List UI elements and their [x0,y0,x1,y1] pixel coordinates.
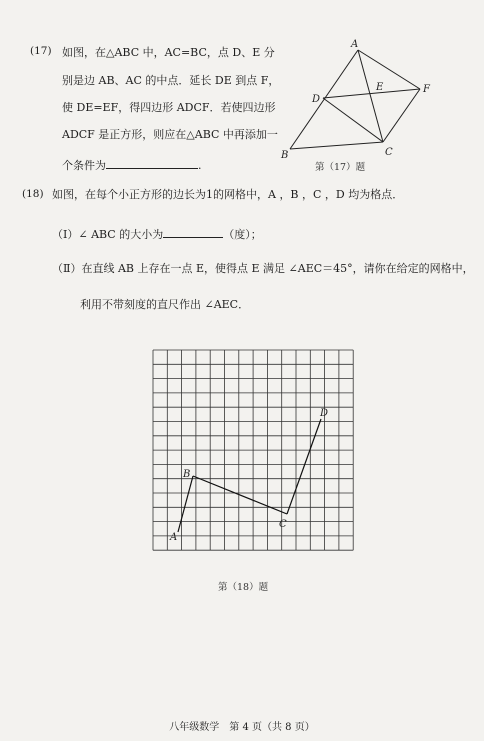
q18-segment-cd [287,419,321,514]
q18-part1-marker: （Ⅰ） [52,228,79,241]
q17-label-b: B [281,150,289,161]
q17-segment-df [323,89,420,98]
q18-label-c: C [279,519,287,530]
q18-intro: 如图，在每个小正方形的边长为1的网格中，A ，B ，C ，D 均为格点． [52,188,404,201]
q18-label-a: A [170,532,178,543]
q17-figure [275,34,445,174]
q18-segment-ab [178,476,193,532]
q17-line-2: 别是边 AB、AC 的中点．延长 DE 到点 F， [62,74,280,87]
q18-segment-bc [193,476,287,514]
q17-line-1: 如图，在△ABC 中，AC=BC，点 D、E 分 [62,46,275,59]
q17-line-3: 使 DE=EF，得四边形 ADCF．若使四边形 [62,101,276,114]
q17-label-a: A [351,39,359,50]
q18-part1-text: ∠ ABC 的大小为 [78,228,164,241]
q17-answer-blank[interactable] [106,157,198,169]
q18-figure-caption: 第（18）题 [218,582,269,593]
q18-part1-unit: （度）； [223,228,262,241]
q17-last-line-end: . [198,159,202,172]
q18-part2-line-2: 利用不带刻度的直尺作出 ∠AEC． [80,298,250,311]
q17-segment-fc [383,89,420,142]
q17-segment-ab [290,50,358,149]
q17-label-e: E [376,82,384,93]
q17-number: (17) [30,45,52,57]
q18-number: (18) [22,188,44,200]
q17-last-line: 个条件为 [62,159,106,172]
q17-figure-caption: 第（17）题 [315,162,366,173]
q18-label-b: B [183,469,191,480]
q17-line-5 [62,157,202,173]
page-footer: 八年级数学 第 4 页（共 8 页） [169,722,315,733]
q17-segment-bc [290,142,383,149]
q18-part2-text: 在直线 AB 上存在一点 E，使得点 E 满足 ∠AEC＝45°，请你在给定的网格中， [81,262,474,275]
q18-grid-figure [145,344,360,594]
q17-segment-dc [323,98,383,142]
q18-part1 [52,226,262,242]
q17-label-d: D [312,94,321,105]
q18-part2-line-1 [52,262,474,276]
q18-label-d: D [320,408,329,419]
q17-label-f: F [423,84,430,95]
q17-line-4: ADCF 是正方形，则应在△ABC 中再添加一 [62,128,278,141]
q18-part2-marker: （Ⅱ） [52,262,82,275]
q18-answer-blank[interactable] [163,226,223,238]
q17-label-c: C [385,147,393,158]
